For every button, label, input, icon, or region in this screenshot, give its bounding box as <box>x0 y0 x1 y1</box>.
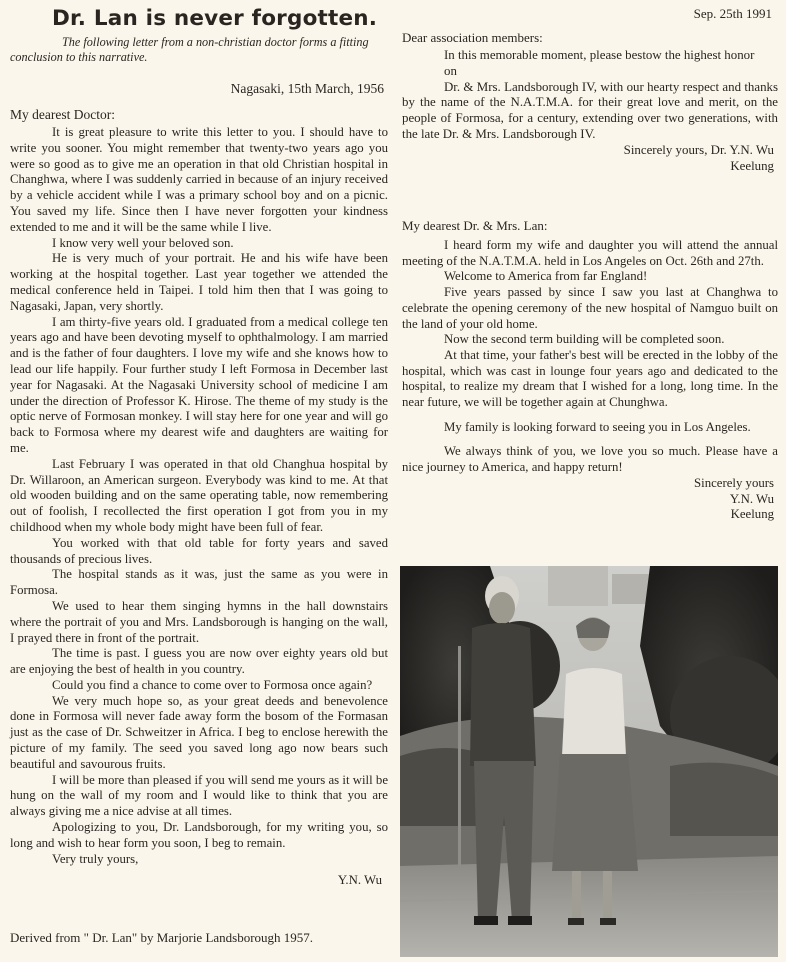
letter1-paragraph: We used to hear them singing hymns in the hall downstairs where the portrait of you and Mrs. Landsborough is hanging on the wall, I prayed there in front of the portrait. <box>10 598 388 645</box>
tribute-signature: Sincerely yours, Dr. Y.N. Wu <box>623 142 774 157</box>
letter2-paragraph: Welcome to America from far England! <box>444 269 648 284</box>
tribute-line: Dr. & Mrs. Landsborough IV, with our hearty respect and thanks by the name of the N.A.T.M.A. for their great love and merit, on the people of Formosa, for a century, extending over two generations, with the late Dr. & Mrs. Landsborough IV. <box>402 79 778 141</box>
letter1-paragraph: It is great pleasure to write this letter to you. I should have to write you sooner. You might remember that twenty-two years ago you were so good as to give me an operation in that old Christian hospital in Changhwa, where I was suddenly carried in because of an injury received by a vehicle accident while I was a primary school boy and on a picnic. You saved my life. Since then I have never forgotten your kindness extended to me and it will be the same while I live. <box>10 125 388 234</box>
letter1-paragraph: I know very well your beloved son. <box>52 235 234 250</box>
source-credit: Derived from " Dr. Lan" by Marjorie Landsborough 1957. <box>10 930 314 945</box>
tribute-salutation: Dear association members: <box>402 30 543 45</box>
left-column <box>10 0 388 962</box>
tribute-date: Sep. 25th 1991 <box>693 6 772 21</box>
tribute-line: In this memorable moment, please bestow the highest honor <box>444 48 755 62</box>
page-title: Dr. Lan is never forgotten. <box>52 6 378 31</box>
photo-path <box>400 856 778 957</box>
letter1-paragraph: Last February I was operated in that old Changhua hospital by Dr. Willaroon, an American surgeon. Everybody was kind to me. At that old wooden building and on the same operating table, now remembering out of foolish, I recollected the first operation I got from you in my childhood when my whole body might have been full of fear. <box>10 456 388 534</box>
letter2-body <box>402 238 778 523</box>
letter2-location: Keelung <box>730 507 774 522</box>
couple-photograph <box>400 566 778 957</box>
tribute-body <box>402 48 778 174</box>
letter1-paragraph: We very much hope so, as your great deeds and benevolence done in Formosa will never fade away form the bosom of the Formasan just as the case of Dr. Schweitzer in Africa. I beg to enclose herewith the picture of my family. The seed you saved long ago now bears such beautiful and savourous fruits. <box>10 693 388 771</box>
letter2-signature: Y.N. Wu <box>729 491 774 506</box>
letter2-closing: Sincerely yours <box>694 475 774 490</box>
letter1-paragraph: The hospital stands as it was, just the same as you were in Formosa. <box>10 567 388 598</box>
page-subtitle: The following letter from a non-christian doctor forms a fitting conclusion to this narrative. <box>10 35 369 64</box>
letter1-salutation: My dearest Doctor: <box>10 107 115 122</box>
letter1-paragraph: You worked with that old table for forty years and saved thousands of precious lives. <box>10 535 388 566</box>
letter2-paragraph: I heard form my wife and daughter you will attend the annual meeting of the N.A.T.M.A. held in Los Angeles on Oct. 26th and 27th. <box>402 238 778 268</box>
photo-building <box>548 566 608 606</box>
letter1-paragraph: The time is past. I guess you are now over eighty years old but are enjoying the best of health in you country. <box>10 646 388 677</box>
letter1-signature: Y.N. Wu <box>337 873 382 888</box>
tribute-line: on <box>444 63 457 78</box>
photo-lamp-post <box>458 646 461 866</box>
photo-hedge <box>670 763 778 836</box>
letter2-paragraph: My family is looking forward to seeing you in Los Angeles. <box>444 419 751 434</box>
letter1-paragraph: I will be more than pleased if you will send me yours as it will be hung on the wall of my room and I would like to think that you are always giving me a nice advise at all times. <box>10 772 388 819</box>
letter1-place-date: Nagasaki, 15th March, 1956 <box>230 81 384 96</box>
letter1-body <box>10 125 388 889</box>
letter2-paragraph: Five years passed by since I saw you last at Changhwa to celebrate the opening ceremony of the new hospital of Namguo built on the land of your old home. <box>402 285 778 331</box>
letter1-paragraph: Could you find a chance to come over to Formosa once again? <box>52 677 373 692</box>
letter1-paragraph: Apologizing to you, Dr. Landsborough, for my writing you, so long and wish to hear form you soon, I beg to remain. <box>10 820 388 850</box>
letter1-paragraph: He is very much of your portrait. He and his wife have been working at the hospital together. Last year together we attended the medical conference held in Taipei. I told him then that I was going to Nagasaki, Japan, very shortly. <box>10 251 388 313</box>
letter2-salutation: My dearest Dr. & Mrs. Lan: <box>402 218 548 233</box>
letter1-paragraph: Very truly yours, <box>52 851 139 866</box>
letter2-paragraph: We always think of you, we love you so much. Please have a nice journey to America, and happy return! <box>402 444 778 475</box>
tribute-location: Keelung <box>730 158 774 173</box>
letter2-paragraph: At that time, your father's best will be erected in the lobby of the hospital, which was cast in lounge four years ago and dedicated to the hospital, to realize my dream that I wished for a long, long time. In the near future, we will be together again at Chunghwa. <box>402 347 778 410</box>
letter2-paragraph: Now the second term building will be completed soon. <box>444 332 725 347</box>
letter1-paragraph: I am thirty-five years old. I graduated from a medical college ten years ago and have been devoting myself to ophthalmology. I am married and is the father of four daughters. I love my wife and she knows how to lead our life happily. Four further study I left Formosa in December last year for Nagasaki. At the Nagasaki University school of medicine I am under the direction of Professor K. Hirose. The theme of my study is the optic nerve of Formosan monkey. I will stay here for one year and will go back to Formosa where my dearest wife and daughters are waiting for me. <box>10 314 388 455</box>
